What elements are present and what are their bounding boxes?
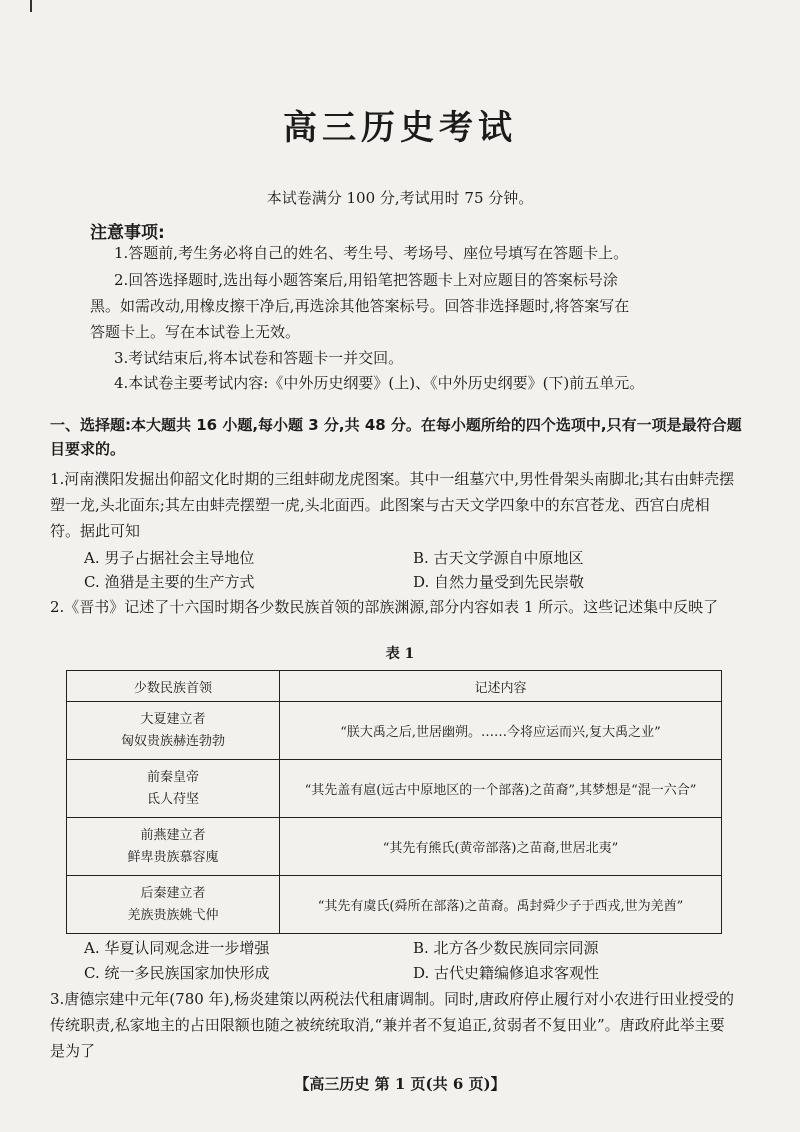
q1-option-d: D. 自然力量受到先民崇敬	[413, 573, 585, 591]
notice-line: 答题卡上。写在本试卷上无效。	[90, 323, 301, 341]
notice-line: 3.考试结束后,将本试卷和答题卡一并交回。	[114, 349, 404, 367]
record-content: “其先有熊氏(黄帝部落)之苗裔,世居北夷”	[280, 818, 722, 876]
q1-option-c: C. 渔猎是主要的生产方式	[84, 573, 255, 591]
table-caption: 表 1	[385, 646, 415, 662]
q2-option-b: B. 北方各少数民族同宗同源	[413, 939, 599, 957]
section-heading: 一、选择题:本大题共 16 小题,每小题 3 分,共 48 分。在每小题所给的四个选项中,只有一项是最符合题目要求的。	[50, 416, 742, 458]
table-row	[67, 702, 722, 760]
question-1-stem: 1.河南濮阳发掘出仰韶文化时期的三组蚌砌龙虎图案。其中一组墓穴中,男性骨架头南脚北;其右由蚌壳摆塑一龙,头北面东;其左由蚌壳摆塑一虎,头北面西。此图案与古天文学四象中的东宫苍龙、西宫白虎相符。据此可知	[50, 470, 735, 540]
page-footer: 【高三历史 第 1 页(共 6 页)】	[294, 1075, 506, 1093]
exam-title: 高三历史考试	[283, 108, 517, 148]
record-content: “其先盖有扈(远古中原地区的一个部落)之苗裔”,其梦想是“混一六合”	[280, 760, 722, 818]
q1-option-a: A. 男子占据社会主导地位	[84, 549, 255, 567]
leader-role: 前秦皇帝	[146, 769, 199, 785]
q2-option-d: D. 古代史籍编修追求客观性	[413, 964, 600, 982]
notice-line: 4.本试卷主要考试内容:《中外历史纲要》(上)、《中外历史纲要》(下)前五单元。	[114, 374, 645, 392]
notice-heading: 注意事项:	[90, 223, 165, 243]
question-3-stem: 3.唐德宗建中元年(780 年),杨炎建策以两税法代租庸调制。同时,唐政府停止履行对小农进行田业授受的传统职责,私家地主的占田限额也随之被统统取消,“兼并者不复追正,贫弱者不复田业”。唐政府此举主要是为了	[50, 990, 734, 1060]
record-content: “朕大禹之后,世居幽朔。……今将应运而兴,复大禹之业”	[280, 702, 722, 760]
record-content: “其先有虞氏(舜所在部落)之苗裔。禹封舜少子于西戎,世为羌酋”	[280, 876, 722, 934]
leader-name: 羌族贵族姚弋仲	[127, 907, 219, 923]
table-header: 少数民族首领	[67, 671, 280, 702]
leader-role: 大夏建立者	[140, 711, 206, 727]
leader-name: 匈奴贵族赫连勃勃	[120, 733, 225, 749]
exam-subtitle: 本试卷满分 100 分,考试用时 75 分钟。	[266, 189, 534, 207]
leader-role: 后秦建立者	[140, 885, 206, 901]
table-1	[66, 670, 722, 934]
leader-role: 前燕建立者	[140, 827, 206, 843]
notice-line: 2.回答选择题时,选出每小题答案后,用铅笔把答题卡上对应题目的答案标号涂	[114, 271, 618, 289]
notice-line: 黑。如需改动,用橡皮擦干净后,再选涂其他答案标号。回答非选择题时,将答案写在	[90, 297, 630, 315]
table-row	[67, 876, 722, 934]
question-2-stem: 2.《晋书》记述了十六国时期各少数民族首领的部族渊源,部分内容如表 1 所示。这些记述集中反映了	[50, 598, 719, 616]
table-row	[67, 760, 722, 818]
q2-option-c: C. 统一多民族国家加快形成	[84, 964, 270, 982]
leader-name: 氐人苻坚	[146, 791, 199, 807]
q1-option-b: B. 古天文学源自中原地区	[413, 549, 584, 567]
leader-name: 鲜卑贵族慕容廆	[127, 849, 219, 865]
notice-line: 1.答题前,考生务必将自己的姓名、考生号、考场号、座位号填写在答题卡上。	[114, 244, 629, 262]
corner-mark	[30, 0, 32, 12]
table-row	[67, 818, 722, 876]
table-header: 记述内容	[280, 671, 722, 702]
q2-option-a: A. 华夏认同观念进一步增强	[84, 939, 270, 957]
